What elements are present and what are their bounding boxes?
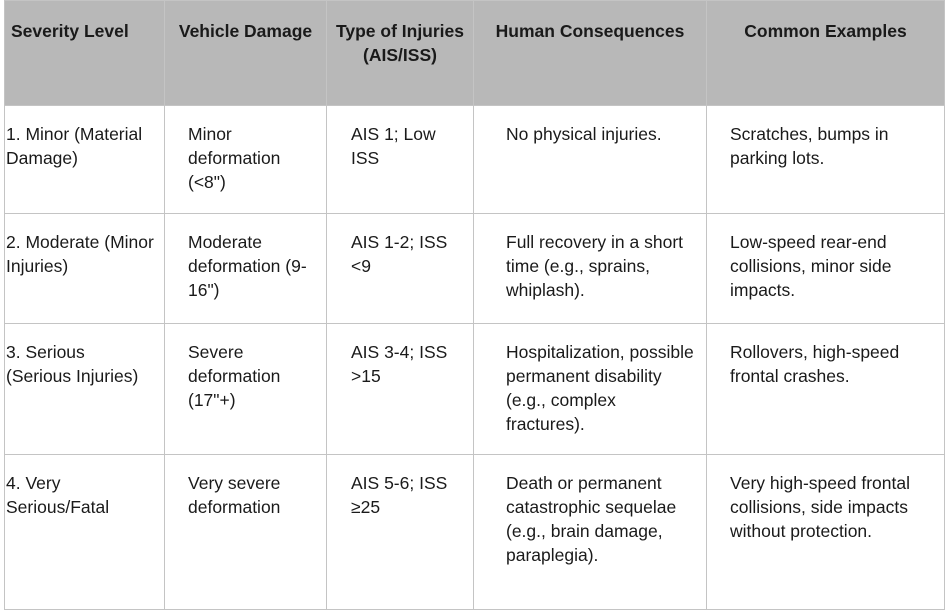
- header-severity-level: Severity Level: [5, 1, 165, 106]
- cell-vehicle-damage: Very severe deformation: [165, 455, 327, 610]
- cell-consequences: Hospitalization, possible permanent disability (e.g., complex fractures).: [474, 324, 707, 455]
- cell-consequences: Full recovery in a short time (e.g., sprains, whiplash).: [474, 214, 707, 324]
- cell-injuries: AIS 1; Low ISS: [327, 106, 474, 214]
- cell-injuries: AIS 3-4; ISS >15: [327, 324, 474, 455]
- cell-vehicle-damage: Minor deformation (<8"): [165, 106, 327, 214]
- cell-consequences: No physical injuries.: [474, 106, 707, 214]
- table-row: [5, 214, 945, 324]
- table-row: [5, 106, 945, 214]
- cell-examples: Low-speed rear-end collisions, minor side impacts.: [707, 214, 945, 324]
- cell-injuries: AIS 5-6; ISS ≥25: [327, 455, 474, 610]
- header-common-examples: Common Examples: [707, 1, 945, 106]
- table-row: [5, 455, 945, 610]
- severity-table: [4, 0, 945, 610]
- cell-severity: 3. Serious (Serious Injuries): [5, 324, 165, 455]
- cell-examples: Scratches, bumps in parking lots.: [707, 106, 945, 214]
- cell-vehicle-damage: Severe deformation (17"+): [165, 324, 327, 455]
- cell-consequences: Death or permanent catastrophic sequelae (e.g., brain damage, paraplegia).: [474, 455, 707, 610]
- table-header-row: [5, 1, 945, 106]
- cell-severity: 4. Very Serious/Fatal: [5, 455, 165, 610]
- cell-severity: 1. Minor (Material Damage): [5, 106, 165, 214]
- cell-injuries: AIS 1-2; ISS <9: [327, 214, 474, 324]
- cell-severity: 2. Moderate (Minor Injuries): [5, 214, 165, 324]
- header-human-consequences: Human Consequences: [474, 1, 707, 106]
- header-type-of-injuries: Type of Injuries (AIS/ISS): [327, 1, 474, 106]
- cell-vehicle-damage: Moderate deformation (9-16"): [165, 214, 327, 324]
- cell-examples: Very high-speed frontal collisions, side impacts without protection.: [707, 455, 945, 610]
- table-row: [5, 324, 945, 455]
- header-vehicle-damage: Vehicle Damage: [165, 1, 327, 106]
- cell-examples: Rollovers, high-speed frontal crashes.: [707, 324, 945, 455]
